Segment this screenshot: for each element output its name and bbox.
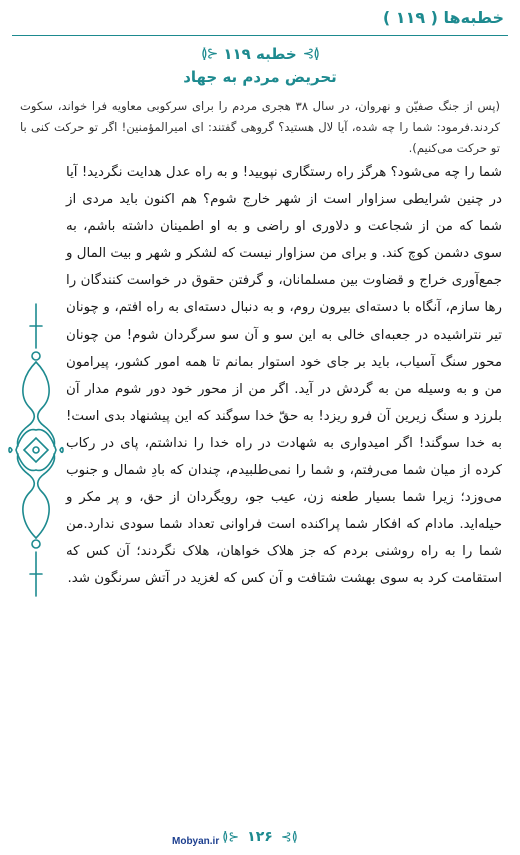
page-footer (0, 825, 520, 849)
intro-paragraph: (پس از جنگ صفیّن و نهروان، در سال ۳۸ هجری مردم را برای سرکوبی معاویه فرا خواند، سکوت کردند.فرمود: شما را چه شده، آیا لال هستید؟ گروهی گفتند: ای امیرالمؤمنین! اگر تو حرکت کنی با تو حرکت می‌کنیم). (20, 99, 500, 155)
arabesque-ornament-icon (8, 300, 64, 600)
running-header: خطبه‌ها ( ۱۱۹ ) (382, 8, 504, 27)
ornament-right-icon: ≬⊱ (302, 46, 319, 62)
sermon-subtitle: تحریض مردم به جهاد (183, 68, 337, 86)
title-block (0, 42, 520, 86)
ornament-left-icon: ⊰≬ (201, 46, 218, 62)
header-rule (12, 35, 508, 36)
paragraph-1: شما را چه می‌شود؟ هرگز راه رستگاری نپویید! و به راه عدل هدایت نگردید! آیا در چنین شرایطی سزاوار است از شهر خارج شوم؟ هم اکنون باید مردی از شما که من از شجاعت و دلاوری او راضی و به او اطمینان داشته باشم، به سوی دشمن کوچ کند. و برای من سزاوار نیست که لشکر و شهر و بیت المال و جمع‌آوری خراج و قضاوت بین مسلمانان، و گرفتن حقوق در خواست کنندگان را رها سازم، آنگاه با دسته‌ای بیرون روم، و به دنبال دسته‌ای به راه افتم، و چونان تیر نتراشیده در جعبه‌ای خالی به این سو و آن سو سرگردان شوم! من چونان محور سنگ آسیاب، باید بر جای خود استوار بمانم تا همه امور کشور، پیرامون من و به وسیله من به گردش در آید. اگر من از محور خود دور شوم مدار آن بلرزد و سنگ زیرین آن فرو ریزد! به حقّ خدا سوگند که این پیشنهاد بدی است! (66, 165, 502, 424)
page-number: ۱۲۶ (247, 829, 273, 845)
body-text (66, 159, 502, 593)
sermon-number: خطبه ۱۱۹ (223, 45, 297, 63)
paragraph-2: به خدا سوگند! اگر امیدواری به شهادت در راه خدا را نداشتم، پای در رکاب کرده از میان شما می‌رفتم، و شما را نمی‌طلبیدم، چندان که بادِ شمال و جنوب می‌وزد؛ زیرا شما بسیار طعنه زن، عیب جو، رویگردان از حق، و پر مکر و حیله‌اید. مادام که افکار شما پراکنده است فراوانی تعداد شما سودی ندارد.من شما را به راه روشنی بردم که جز هلاک خواهان، هلاک نگردند؛ آن کس که استقامت کرد به سوی بهشت شتافت و آن کس که لغزید در آتش سرنگون شد. (66, 435, 502, 587)
footer-ornament-left-icon: ⊰≬ (280, 829, 298, 845)
site-watermark: Mobyan.ir (172, 836, 220, 847)
footer-ornament-right-icon: ≬⊱ (222, 829, 240, 845)
title-line (0, 42, 520, 66)
